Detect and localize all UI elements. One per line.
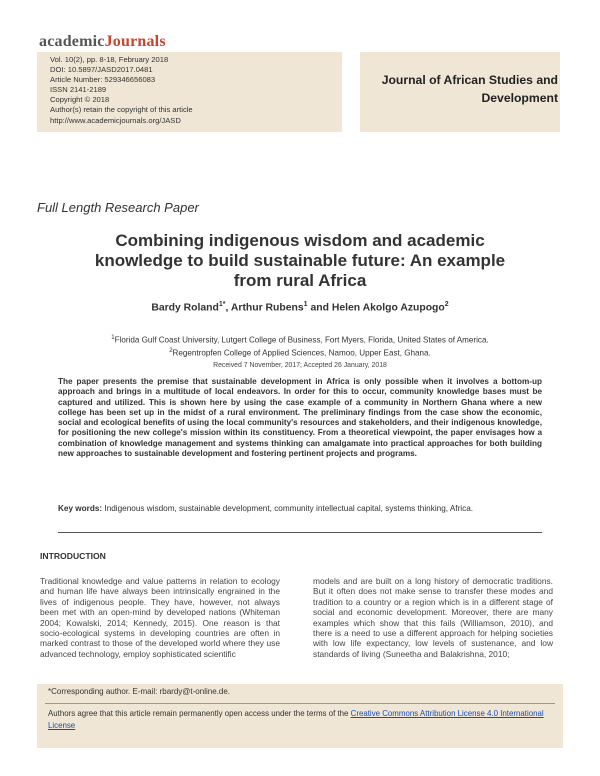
publisher-logo: academicJournals	[39, 33, 166, 50]
abstract: The paper presents the premise that sustainable development in Africa is only possible when it involves a bottom-up approach and brings in a multitude of local endeavors. In order for this to occur, community knowledge bases must be captured and utilized. This is shown here by using the case example of a community in Northern Ghana where a new college has been set up in the midst of a rural environment. The preliminary findings from the case show the economic, social and ecological benefits of using the local community's resources and stakeholders, and their indigenous knowledge, for positioning the new college's mission within its constituency. From a theoretical viewpoint, the paper envisages how a combination of knowledge management and systems thinking can amalgamate into practical approaches for both building new approaches to sustainable development and fostering pertinent projects and programs.	[58, 377, 542, 459]
footnote-divider	[45, 703, 555, 704]
license-link[interactable]: Creative Commons Attribution License 4.0 International License	[48, 709, 544, 730]
body-column-right: models and are built on a long history of democratic traditions. But it often does not make sense to transfer these modes and tradition to a country or a region which is in a different stage of social and economic development. Moreover, there are many examples which show that this fails (Williamson, 2010), and there is a need to use a different approach for helping societies with low life expectancy, low levels of sustenance, and low standards of living (Suneetha and Balakrishna, 2010;	[313, 576, 553, 659]
author-list: Bardy Roland$^{1*}$, Arthur Rubens$^1$ and Helen Akolgo Azupogo$^2$	[151, 301, 449, 314]
paper-type: Full Length Research Paper	[37, 200, 199, 215]
received-dates: Received 7 November, 2017; Accepted 26 January, 2018	[213, 362, 387, 369]
meta-issn: ISSN 2141-2189	[50, 85, 107, 95]
section-heading: INTRODUCTION	[40, 551, 106, 561]
author-name: Helen Akolgo Azupogo	[331, 302, 445, 314]
affiliation: $^1$Florida Gulf Coast University, Lutgert College of Business, Fort Myers, Florida, United States of America.	[111, 335, 489, 345]
keywords: Key words: Indigenous wisdom, sustainable development, community intellectual capital, systems thinking, Africa.	[58, 504, 474, 513]
author-name: Arthur Rubens	[230, 302, 304, 314]
license-note: Authors agree that this article remain permanently open access under the terms of the Creative Commons Attribution License 4.0 International License	[48, 709, 544, 730]
meta-doi: DOI: 10.5897/JASD2017.0481	[50, 65, 153, 75]
author-name: Bardy Roland	[151, 302, 219, 314]
affiliations	[40, 333, 560, 359]
journal-title: Journal of African Studies and Development	[381, 73, 558, 105]
meta-article-number: Article Number: 529346656083	[50, 75, 156, 85]
paper-title: Combining indigenous wisdom and academic knowledge to build sustainable future: An example from rural Africa	[94, 231, 506, 290]
divider	[58, 532, 542, 533]
affiliation: $^2$Regentropfen College of Applied Sciences, Namoo, Upper East, Ghana.	[169, 348, 431, 358]
meta-volume: Vol. 10(2), pp. 8-18, February 2018	[50, 55, 169, 64]
body-column-left: Traditional knowledge and value patterns in relation to ecology and human life have always been intrinsically engrained in the lives of indigenous people. They have, however, not always been met with an open-mind by developed nations (Whiteman 2004; Kowalski, 2014; Kennedy, 2015). One reason is that socio-ecological systems in developing countries are often in marked contrast to those of the developed world where they use advanced technology, employ sophisticated scientific	[40, 576, 280, 659]
meta-rights: Author(s) retain the copyright of this article	[50, 105, 193, 115]
article-meta	[50, 55, 193, 126]
corresponding-author: *Corresponding author. E-mail: rbardy@t-online.de.	[48, 687, 230, 696]
meta-url[interactable]: http://www.academicjournals.org/JASD	[50, 115, 181, 125]
meta-copyright: Copyright © 2018	[50, 95, 110, 105]
